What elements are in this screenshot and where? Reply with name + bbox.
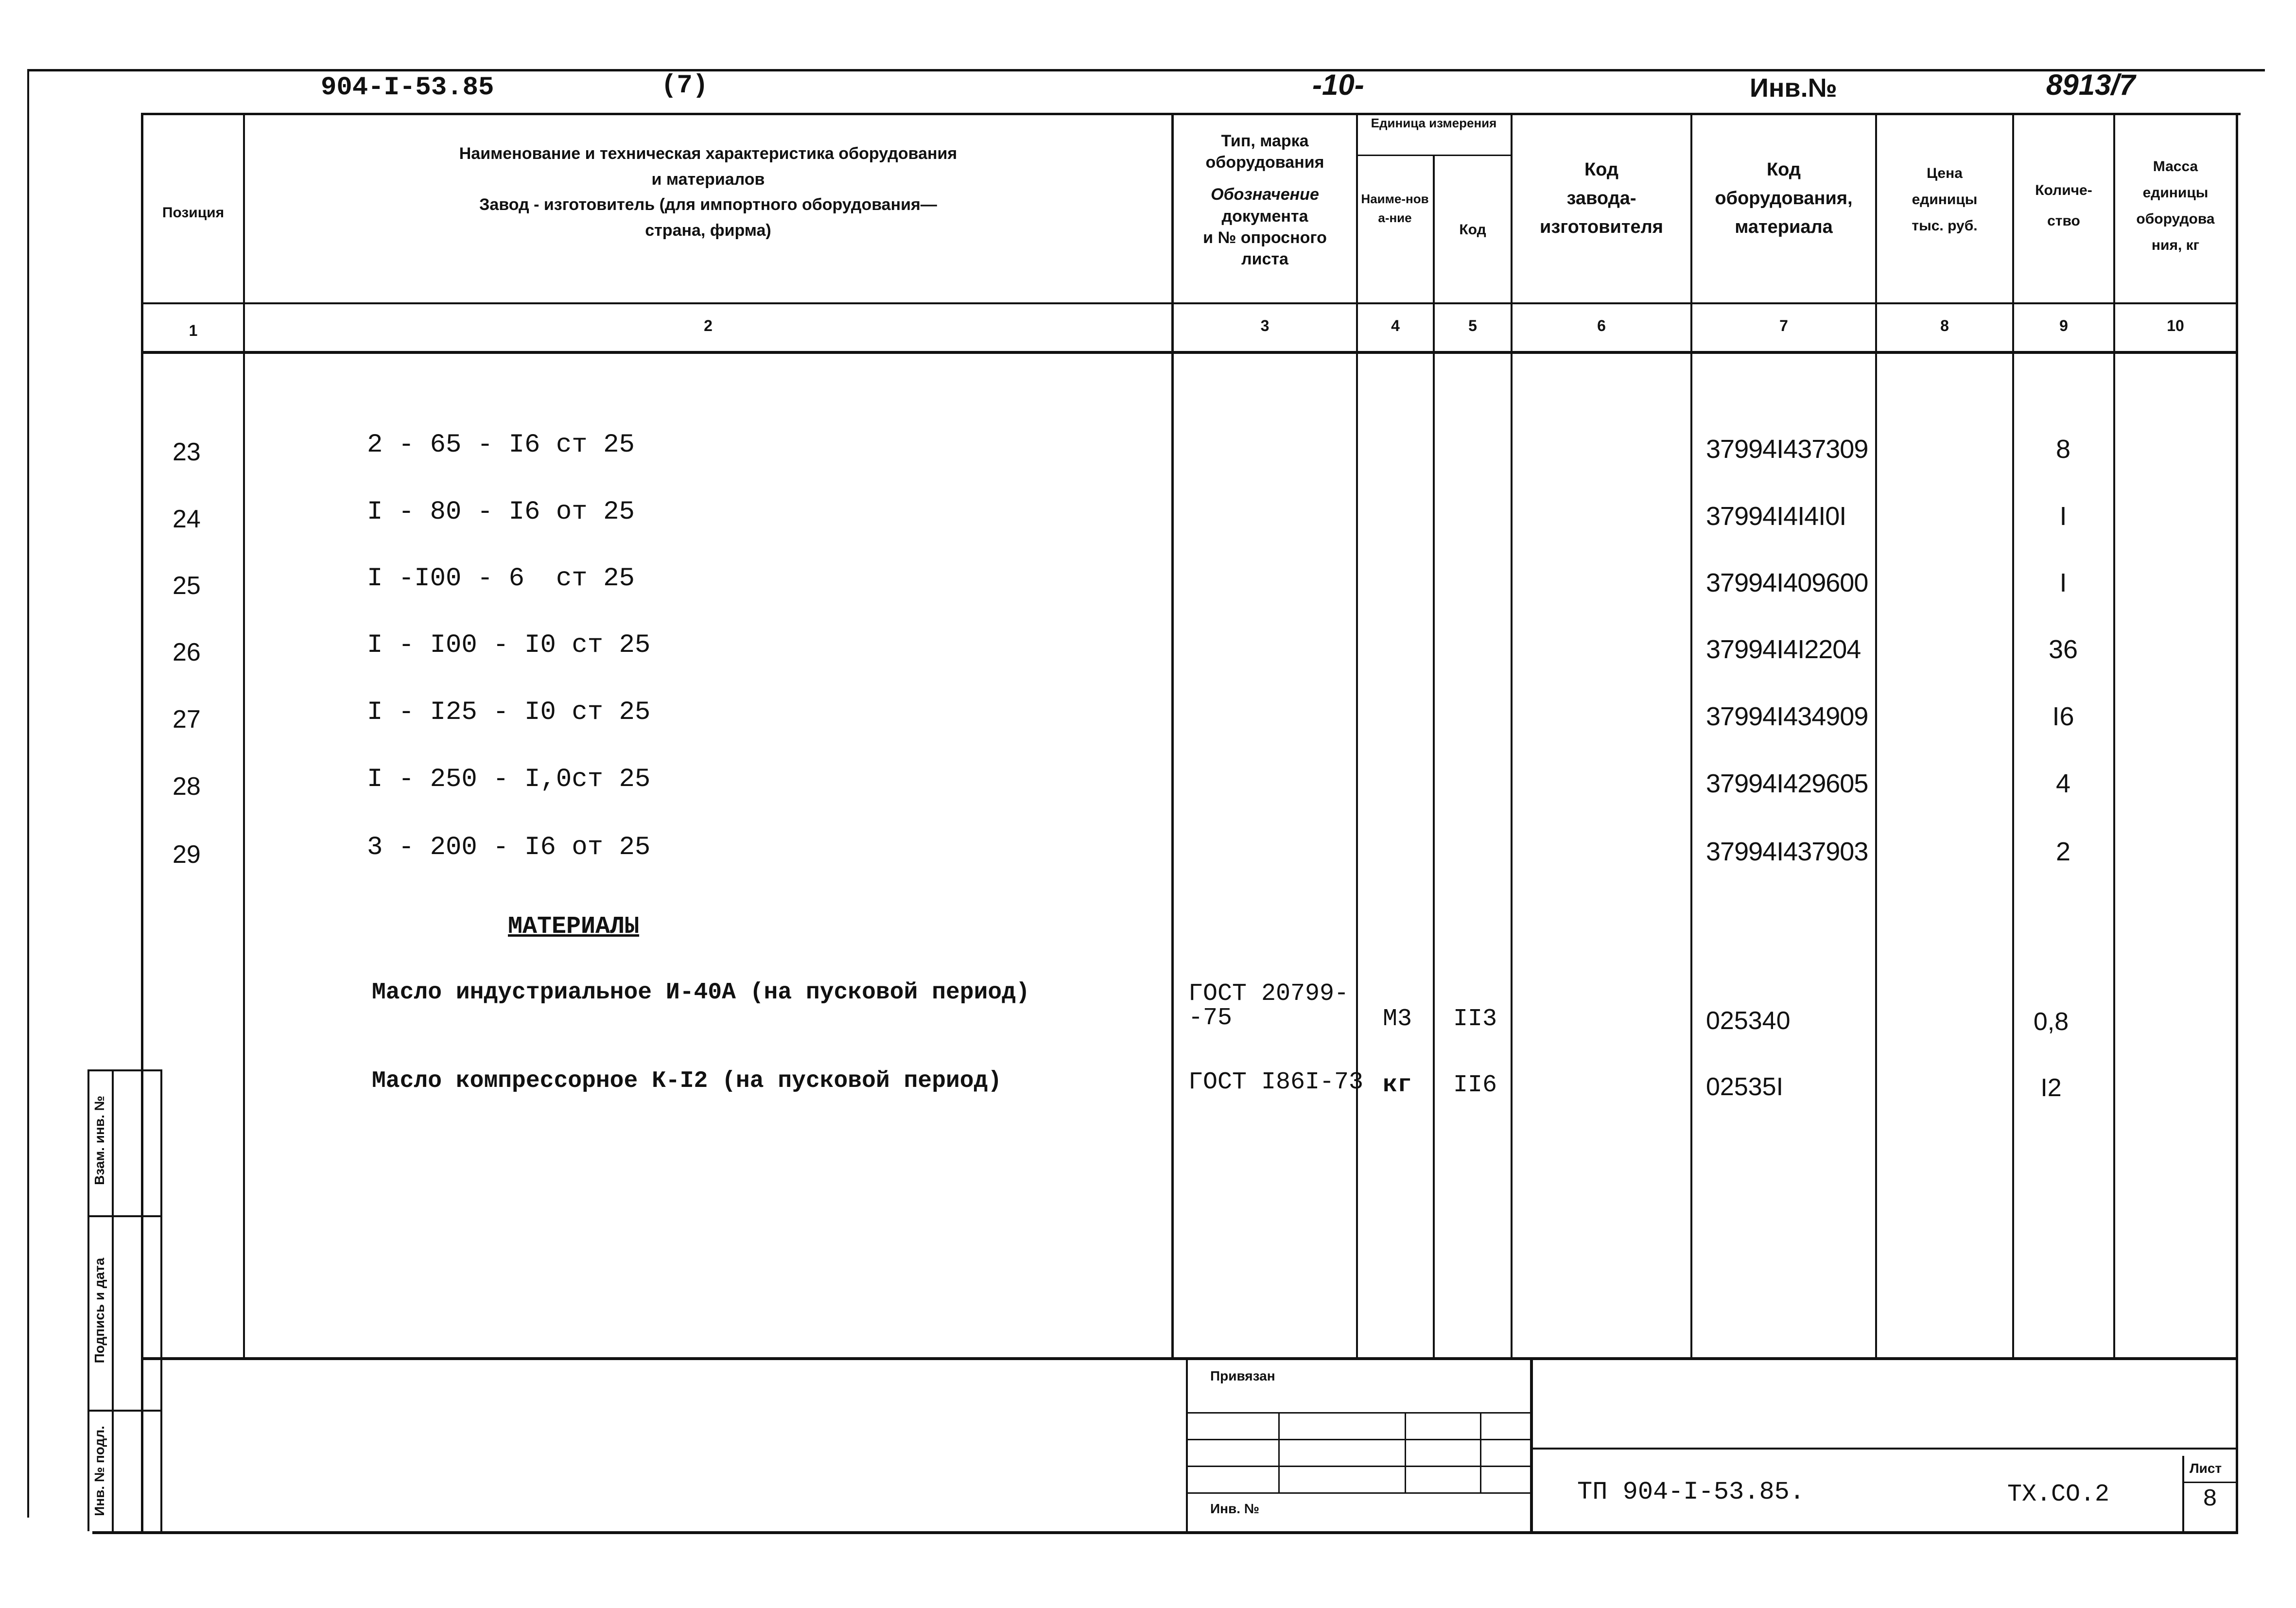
stamp-privyazan: Привязан: [1210, 1368, 1275, 1383]
row-position: 23: [173, 438, 201, 466]
side-stamp-left-line: [87, 1069, 89, 1531]
col-line-5: [1511, 113, 1513, 1357]
material-unit-code: II3: [1453, 1005, 1497, 1033]
frame-top-line: [29, 69, 2265, 71]
header-factory-line2: завода-: [1566, 188, 1636, 209]
privyazan-grid-h4: [1188, 1492, 1530, 1494]
table-row: [0, 695, 2296, 734]
stamp-sheet-label: Лист: [2190, 1461, 2222, 1476]
materials-heading: МАТЕРИАЛЫ: [508, 913, 640, 941]
header-type-line1: Тип, марка: [1221, 132, 1309, 150]
col-number-5: 5: [1468, 317, 1477, 334]
stamp-sheet-code: ТХ.СО.2: [2007, 1481, 2110, 1508]
row-name: 3 - 200 - I6 от 25: [367, 833, 651, 862]
header-name-line2: и материалов: [651, 170, 765, 189]
material-doc-line1: ГОСТ I86I-73: [1188, 1068, 1364, 1096]
side-stamp-right-line: [160, 1069, 162, 1531]
side-stamp-divider-1: [112, 1069, 114, 1531]
privyazan-grid-h3: [1188, 1466, 1530, 1467]
material-doc-line1: ГОСТ 20799-: [1188, 980, 1349, 1008]
variant-label: (7): [661, 71, 709, 101]
col-number-9: 9: [2059, 317, 2068, 334]
header-bottom-line: [141, 302, 2238, 304]
row-quantity: I: [2059, 502, 2067, 531]
row-code: 37994I434909: [1706, 702, 1868, 731]
privyazan-grid-v1: [1278, 1412, 1280, 1492]
col-number-10: 10: [2167, 317, 2184, 334]
inventory-label: Инв.№: [1750, 73, 1837, 103]
header-price-line3: тыс. руб.: [1912, 218, 1978, 234]
header-unit-group: Единица измерения: [1371, 116, 1497, 130]
header-type-line6: листа: [1241, 249, 1288, 268]
row-quantity: 8: [2055, 435, 2071, 464]
row-quantity: 36: [2048, 635, 2078, 664]
header-mass-line2: единицы: [2142, 185, 2209, 201]
row-code: 37994I437903: [1706, 837, 1868, 866]
table-row: [0, 495, 2296, 534]
privyazan-right-line: [1530, 1357, 1533, 1532]
header-name-line3: Завод - изготовитель (для импортного оборудования—: [479, 195, 937, 214]
header-price-line1: Цена: [1927, 165, 1963, 181]
col-line-6: [1690, 113, 1692, 1357]
material-code: 02535I: [1706, 1073, 1784, 1101]
sheet-box-divider: [2182, 1482, 2238, 1483]
header-unit-code: Код: [1459, 222, 1486, 238]
header-name-line4: страна, фирма): [645, 221, 771, 240]
row-name: I -I00 - 6 ст 25: [367, 564, 635, 594]
unit-group-line: [1356, 155, 1511, 156]
col-line-4: [1433, 156, 1435, 1357]
row-code: 37994I437309: [1706, 435, 1868, 464]
col-line-7: [1875, 113, 1877, 1357]
table-row: [0, 428, 2296, 467]
header-quantity-line1: Количе-: [2035, 182, 2092, 198]
header-material-line2: оборудования,: [1715, 188, 1853, 209]
col-line-9: [2113, 113, 2115, 1357]
side-stamp-divider-2: [87, 1215, 160, 1217]
row-name: I - I00 - I0 ст 25: [367, 630, 651, 660]
header-type-line5: и № опросного: [1203, 228, 1327, 247]
row-quantity: I6: [2052, 702, 2074, 731]
stamp-doc-code: ТП 904-I-53.85.: [1577, 1478, 1805, 1506]
header-name-line1: Наименование и техническая характеристика оборудования: [459, 144, 957, 163]
material-row: [0, 977, 2296, 1040]
col-number-1: 1: [189, 322, 198, 339]
header-unit-name: Наиме-нова-ние: [1361, 192, 1429, 225]
stamp-sheet-number: 8: [2203, 1486, 2218, 1513]
row-code: 37994I429605: [1706, 769, 1868, 798]
col-number-8: 8: [1940, 317, 1949, 334]
sheet-box-left-line: [2182, 1456, 2184, 1534]
col-number-bottom-line: [141, 351, 2238, 354]
col-number-4: 4: [1391, 317, 1400, 334]
header-quantity: [2014, 175, 2113, 236]
material-doc: [1188, 982, 1349, 1031]
material-quantity: I2: [2040, 1074, 2062, 1102]
privyazan-grid-v3: [1480, 1412, 1481, 1492]
material-unit-code: II6: [1453, 1071, 1497, 1099]
col-line-8: [2012, 113, 2014, 1357]
stamp-inv-no: Инв. №: [1210, 1501, 1260, 1516]
header-factory-line1: Код: [1584, 159, 1619, 180]
header-material-code: [1692, 156, 1875, 242]
stamp-main-h-line: [1533, 1448, 2238, 1450]
table-row: [0, 830, 2296, 869]
table-row: [0, 628, 2296, 667]
col-number-7: 7: [1779, 317, 1788, 334]
header-mass-line4: ния, кг: [2151, 237, 2200, 253]
side-stamp-signature-date: Подпись и дата: [92, 1258, 107, 1363]
row-position: 25: [173, 572, 201, 600]
header-type-line3: Обозначение: [1211, 185, 1319, 204]
col-number-6: 6: [1597, 317, 1606, 334]
material-doc: [1188, 1070, 1363, 1095]
row-position: 26: [173, 638, 201, 666]
privyazan-grid-h1: [1188, 1412, 1530, 1414]
material-row: [0, 1066, 2296, 1114]
side-stamp-original-inv: Инв. № подл.: [92, 1426, 107, 1516]
row-name: I - 250 - I,0ст 25: [367, 765, 651, 794]
header-mass: [2115, 154, 2236, 259]
col-number-2: 2: [704, 317, 713, 334]
material-name: Масло компрессорное К-I2 (на пусковой период): [372, 1068, 1002, 1094]
row-name: I - 80 - I6 от 25: [367, 497, 635, 527]
material-unit: М3: [1383, 1005, 1412, 1033]
privyazan-grid-v2: [1405, 1412, 1406, 1492]
row-code: 37994I4I4I0I: [1706, 502, 1846, 531]
row-code: 37994I4I2204: [1706, 635, 1861, 664]
col-line-3: [1356, 113, 1358, 1357]
header-factory-line3: изготовителя: [1540, 216, 1663, 237]
privyazan-grid-h2: [1188, 1439, 1530, 1440]
header-mass-line1: Масса: [2153, 158, 2198, 175]
header-material-line1: Код: [1766, 159, 1801, 180]
frame-bottom-line: [92, 1531, 2238, 1534]
header-name: [245, 141, 1171, 244]
col-line-2: [1171, 113, 1174, 1357]
table-top-line: [141, 113, 2241, 115]
row-name: 2 - 65 - I6 ст 25: [367, 430, 635, 460]
title-block-top-line: [163, 1357, 2238, 1360]
header-quantity-line2: ство: [2047, 213, 2080, 229]
material-unit: кг: [1383, 1071, 1412, 1099]
privyazan-left-line: [1186, 1357, 1188, 1532]
header-type-line4: документа: [1221, 207, 1308, 226]
inventory-value: 8913/7: [2046, 69, 2136, 101]
table-row: [0, 762, 2296, 801]
header-material-line3: материала: [1735, 216, 1833, 237]
row-position: 27: [173, 705, 201, 734]
material-doc-line2: -75: [1188, 1004, 1233, 1032]
page-number: -10-: [1312, 69, 1364, 101]
table-right-line: [2236, 113, 2238, 1532]
row-quantity: I: [2059, 568, 2067, 597]
row-position: 29: [173, 840, 201, 869]
header-position: Позиция: [162, 205, 225, 221]
side-stamp-top-line: [87, 1069, 160, 1071]
header-price-line2: единицы: [1912, 192, 1978, 208]
header-type: [1174, 130, 1356, 270]
row-position: 28: [173, 772, 201, 801]
header-type-line2: оборудования: [1205, 153, 1324, 172]
col-number-3: 3: [1260, 317, 1270, 334]
header-price: [1877, 160, 2012, 239]
row-quantity: 4: [2055, 769, 2071, 798]
material-code: 025340: [1706, 1007, 1791, 1035]
row-code: 37994I409600: [1706, 568, 1868, 597]
material-quantity: 0,8: [2033, 1008, 2069, 1036]
row-name: I - I25 - I0 ст 25: [367, 698, 651, 727]
header-mass-line3: оборудова: [2136, 211, 2215, 227]
row-quantity: 2: [2055, 837, 2071, 866]
material-name: Масло индустриальное И-40А (на пусковой период): [372, 979, 1030, 1006]
side-stamp-replace-inv: Взам. инв. №: [92, 1096, 107, 1185]
header-factory-code: [1513, 156, 1690, 242]
table-row: [0, 561, 2296, 600]
col-line-1: [243, 113, 245, 1357]
doc-code: 904-I-53.85: [321, 73, 494, 103]
row-position: 24: [173, 505, 201, 533]
